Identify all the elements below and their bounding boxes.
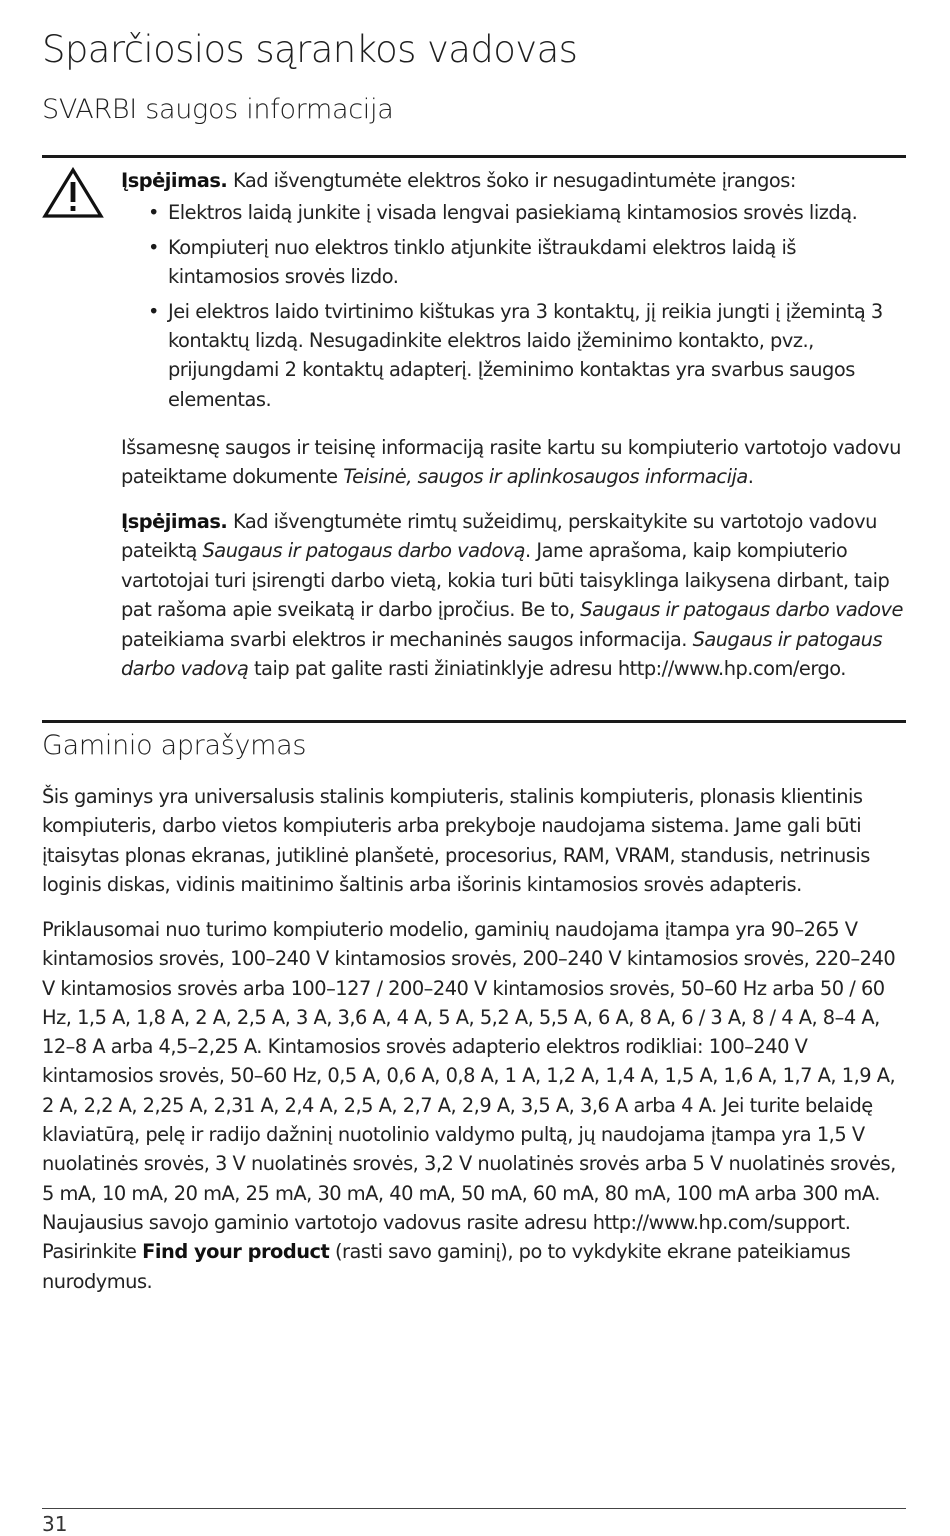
warning-text: pateikiama svarbi elektros ir mechaninės saugos informacija. (121, 627, 693, 651)
paragraph-text: (rasti savo gaminį), po to vykdykite ekrane pateikiamus nurodymus. (42, 1240, 851, 1293)
warning-electric-shock (121, 166, 906, 419)
list-item: • Elektros laidą junkite į visada lengvai pasiekiamą kintamosios srovės lizdą. (148, 198, 906, 227)
page-title: Sparčiosios sąrankos vadovas (42, 28, 578, 71)
paragraph-text: Priklausomai nuo turimo kompiuterio modelio, gaminių naudojama įtampa yra 90–265 V kintamosios srovės, 100–240 V kintamosios srovės, 200–240 V kintamosios srovės, 220–240 V kintamosios srovės arba 100–127 / 200–240 V kintamosios srovės, 50–60 Hz arba 50 / 60 Hz, 1,5 A, 1,8 A, 2 A, 2,5 A, 3 A, 3,6 A, 4 A, 5 A, 5,2 A, 5,5 A, 6 A, 8 A, 6 / 3 A, 8 / 4 A, 8–4 A, 12–8 A arba 4,5–2,25 A. Kintamosios srovės adapterio elektros rodikliai: 100–240 V kintamosios srovės, 50–60 Hz, 0,5 A, 0,6 A, 0,8 A, 1 A, 1,2 A, 1,4 A, 1,5 A, 1,6 A, 1,7 A, 1,9 A, 2 A, 2,2 A, 2,25 A, 2,31 A, 2,4 A, 2,5 A, 2,7 A, 2,9 A, 3,5 A, 3,6 A arba 4 A. Jei turite belaidę klaviatūrą, pelę ir radijo dažninį nuotolinio valdymo pultą, jų naudojama įtampa yra 1,5 V nuolatinės srovės, 3 V nuolatinės srovės, 3,2 V nuolatinės srovės arba 5 V nuolatinės srovės, 5 mA, 10 mA, 20 mA, 25 mA, 30 mA, 40 mA, 50 mA, 60 mA, 80 mA, 100 mA arba 300 mA. Naujausius savojo gaminio vartotojo vadovus rasite adresu http://www.hp.com/support. Pasirinkite (42, 918, 896, 1264)
top-divider (42, 155, 906, 158)
guide-title: Saugaus ir patogaus darbo vadove (580, 598, 903, 622)
section-divider (42, 720, 906, 723)
info-document-title: Teisinė, saugos ir aplinkosaugos informacija (343, 465, 748, 489)
warning-intro-text: Kad išvengtumėte elektros šoko ir nesugadintumėte įrangos: (227, 169, 796, 192)
info-text: Išsamesnę saugos ir teisinę informaciją rasite kartu su kompiuterio vartotojo vadovu pateiktame dokumente (121, 436, 901, 489)
guide-title: Saugaus ir patogaus darbo vadovą (121, 627, 883, 681)
warning-triangle-icon (42, 167, 104, 219)
warning-injury (121, 507, 906, 683)
product-paragraph-2 (42, 915, 906, 1296)
warning-text: . Jame aprašoma, kaip kompiuterio vartotojai turi įsirengti darbo vietą, kokia turi būti taisyklinga laikysena dirbant, taip pat rašoma apie sveikatą ir darbo įpročius. Be to, (121, 539, 890, 622)
warning-text: Kad išvengtumėte rimtų sužeidimų, perskaitykite su vartotojo vadovu pateiktą (121, 510, 877, 563)
info-text-end: . (747, 465, 754, 489)
warning-intro (121, 166, 906, 195)
find-your-product-label: Find your product (142, 1240, 330, 1264)
safety-subtitle: SVARBI saugos informacija (42, 94, 394, 125)
warning-bullet-list (121, 198, 906, 414)
safety-info-paragraph (121, 433, 906, 492)
guide-title: Saugaus ir patogaus darbo vadovą (202, 539, 526, 563)
paragraph-text: Šis gaminys yra universalusis stalinis kompiuteris, stalinis kompiuteris, plonasis klientinis kompiuteris, darbo vietos kompiuteris arba prekyboje naudojama sistema. Jame gali būti įtaisytas plonas ekranas, jutiklinė planšetė, procesorius, RAM, VRAM, standusis, netrinusis loginis diskas, vidinis maitinimo šaltinis arba išorinis kintamosios srovės adapteris. (42, 785, 870, 896)
footer-divider (42, 1508, 906, 1509)
warning-label: Įspėjimas. (121, 510, 228, 533)
product-description-heading: Gaminio aprašymas (42, 730, 307, 761)
list-item: • Kompiuterį nuo elektros tinklo atjunkite ištraukdami elektros laidą iš kintamosios srovės lizdo. (148, 233, 906, 292)
warning-label: Įspėjimas. (121, 169, 228, 192)
page-number: 31 (42, 1512, 68, 1536)
list-item: • Jei elektros laido tvirtinimo kištukas yra 3 kontaktų, jį reikia jungti į įžemintą 3 kontaktų lizdą. Nesugadinkite elektros laido įžeminimo kontakto, pvz., prijungdami 2 kontaktų adapterį. Įžeminimo kontaktas yra svarbus saugos elementas. (148, 297, 906, 415)
warning-text: taip pat galite rasti žiniatinklyje adresu http://www.hp.com/ergo. (248, 657, 846, 681)
product-paragraph-1 (42, 782, 906, 899)
